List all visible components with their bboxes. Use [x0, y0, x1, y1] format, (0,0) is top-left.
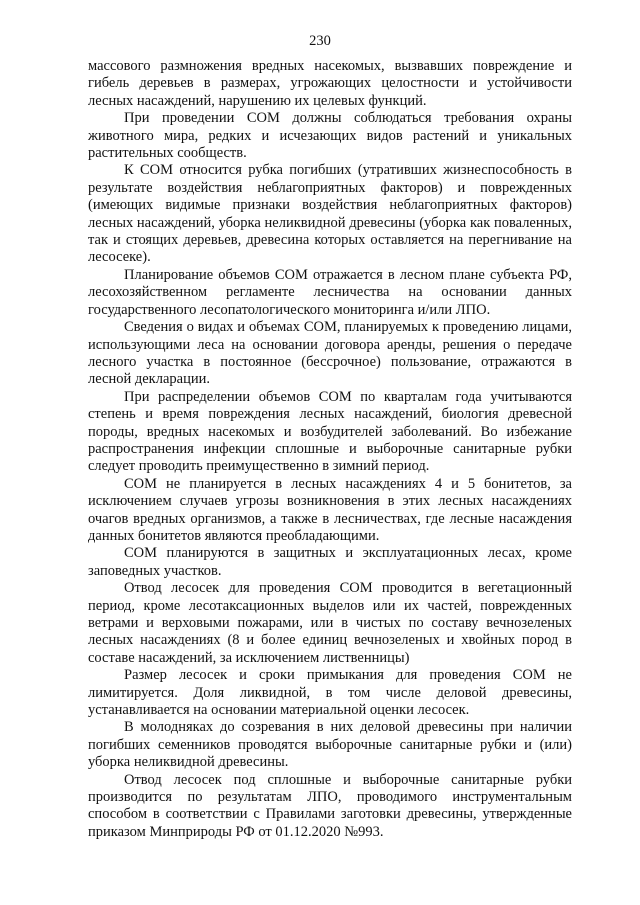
- paragraph-cutting-area-size: Размер лесосек и сроки примыкания для проведения СОМ не лимитируется. Доля ликвидной, в том числе деловой древесины, устанавливается на основании материальной оценки лесосек.: [88, 667, 572, 719]
- paragraph-protective-forests: СОМ планируются в защитных и эксплуатационных лесах, кроме заповедных участков.: [88, 545, 572, 579]
- paragraph-som-planning: Планирование объемов СОМ отражается в лесном плане субъекта РФ, лесохозяйственном регламенте лесничества на основании данных государственного лесопатологического мониторинга и/или ЛПО.: [88, 266, 572, 318]
- paragraph-bonitet-exclusion: СОМ не планируется в лесных насаждениях 4 и 5 бонитетов, за исключением случаев угрозы возникновения в этих лесных насаждениях очагов вредных организмов, а также в лесничествах, где лесные насаждения данных бонитетов являются преобладающими.: [88, 475, 572, 544]
- paragraph-lpo-allocation: Отвод лесосек под сплошные и выборочные санитарные рубки производится по результатам ЛПО, проводимого инструментальным способом в соответствии с Правилами заготовки древесины, утвержденные приказом Минприроды РФ от 01.12.2020 №993.: [88, 771, 572, 840]
- paragraph-wildlife-protection: При проведении СОМ должны соблюдаться требования охраны животного мира, редких и исчезающих видов растений и уникальных растительных сообществ.: [88, 110, 572, 162]
- paragraph-pest-outbreak-continued: массового размножения вредных насекомых, вызвавших повреждение и гибель деревьев в размерах, угрожающих целостности и устойчивости лесных насаждений, нарушению их целевых функций.: [88, 58, 572, 109]
- page-number: 230: [309, 33, 331, 49]
- paragraph-young-stands: В молодняках до созревания в них деловой древесины при наличии погибших семенников проводятся выборочные санитарные рубки и (или) уборка неликвидной древесины.: [88, 719, 572, 771]
- paragraph-forest-declaration: Сведения о видах и объемах СОМ, планируемых к проведению лицами, использующими леса на основании договора аренды, решения о передаче лесного участка в постоянное (бессрочное) пользование, отражаются в лесной декларации.: [88, 319, 572, 388]
- document-body: [88, 58, 572, 841]
- paragraph-cutting-area-allocation: Отвод лесосек для проведения СОМ проводится в вегетационный период, кроме лесотаксационных выделов или их частей, поврежденных ветрами и верховыми пожарами, или в чистых по составу вечнозеленых лесных насаждениях (8 и более единиц вечнозеленых и хвойных пород в составе насаждений, за исключением лиственницы): [88, 580, 572, 666]
- paragraph-som-definition: К СОМ относится рубка погибших (утративших жизнеспособность в результате воздействия неблагоприятных факторов) и поврежденных (имеющих видимые признаки воздействия неблагоприятных факторов) лесных насаждений, уборка неликвидной древесины (уборка как поваленных, так и стоящих деревьев, древесина которых оставляется на перегнивание на лесосеке).: [88, 162, 572, 266]
- paragraph-quarterly-distribution: При распределении объемов СОМ по кварталам года учитываются степень и время повреждения лесных насаждений, биология древесной породы, вредных насекомых и возбудителей заболеваний. Во избежание распространения инфекции сплошные и выборочные санитарные рубки следует проводить преимущественно в зимний период.: [88, 388, 572, 475]
